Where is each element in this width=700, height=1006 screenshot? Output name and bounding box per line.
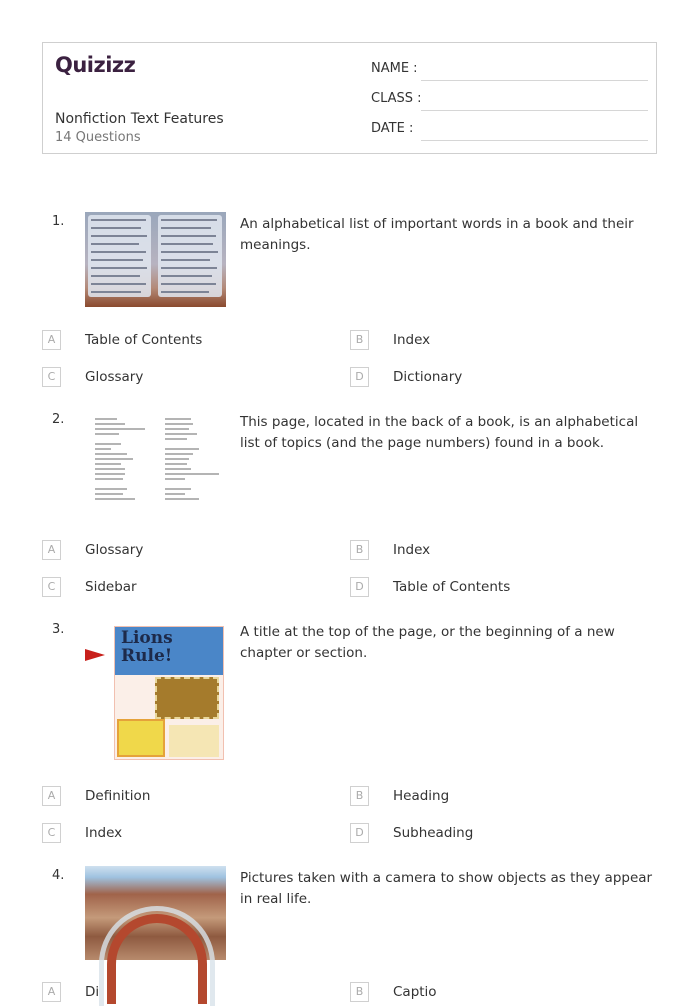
question-2	[42, 412, 662, 602]
option-text: Index	[393, 332, 431, 348]
lions-rule-page-image	[114, 626, 224, 760]
option-text: Index	[85, 825, 123, 841]
option-letter: C	[42, 823, 61, 843]
question-4	[42, 868, 662, 998]
option-a[interactable]	[42, 332, 322, 352]
grand-canyon-skywalk-photo	[85, 866, 226, 960]
option-d[interactable]	[350, 579, 630, 599]
option-text: Heading	[393, 788, 450, 804]
option-d[interactable]	[350, 825, 630, 845]
option-letter: D	[350, 823, 369, 843]
option-text: Sidebar	[85, 579, 137, 595]
worksheet-header	[42, 42, 657, 154]
quizizz-logo: Quizizz	[55, 53, 136, 77]
option-letter: B	[350, 982, 369, 1002]
question-count: 14 Questions	[55, 130, 141, 145]
option-text: Index	[393, 542, 431, 558]
option-letter: C	[42, 577, 61, 597]
option-text: Table of Contents	[85, 332, 203, 348]
option-text: Table of Contents	[393, 579, 511, 595]
option-letter: B	[350, 540, 369, 560]
worksheet-title: Nonfiction Text Features	[55, 111, 224, 127]
image-heading: Lions Rule!	[121, 628, 173, 666]
option-text: Di	[85, 984, 100, 1000]
option-c[interactable]	[42, 825, 322, 845]
option-d[interactable]	[350, 369, 630, 389]
class-line[interactable]	[421, 110, 648, 111]
option-letter: A	[42, 982, 61, 1002]
question-text: This page, located in the back of a book, is an alphabetical list of topics (and the page numbers) found in a book.	[240, 414, 639, 451]
question-text: A title at the top of the page, or the beginning of a new chapter or section.	[240, 624, 615, 661]
option-letter: B	[350, 786, 369, 806]
glossary-page-image	[85, 212, 226, 307]
option-a[interactable]	[42, 984, 322, 1004]
option-letter: A	[42, 786, 61, 806]
option-c[interactable]	[42, 579, 322, 599]
date-field[interactable]	[371, 121, 648, 141]
name-field[interactable]	[371, 61, 648, 81]
question-number: 1.	[52, 214, 65, 229]
name-label: NAME :	[371, 61, 418, 76]
option-text: Captio	[393, 984, 437, 1000]
option-text: Dictionary	[393, 369, 463, 385]
option-letter: D	[350, 367, 369, 387]
option-letter: D	[350, 577, 369, 597]
class-field[interactable]	[371, 91, 648, 111]
option-c[interactable]	[42, 369, 322, 389]
option-letter: A	[42, 540, 61, 560]
option-b[interactable]	[350, 788, 630, 808]
name-line[interactable]	[421, 80, 648, 81]
question-3	[42, 622, 662, 842]
date-line[interactable]	[421, 140, 648, 141]
option-text: Subheading	[393, 825, 474, 841]
option-text: Definition	[85, 788, 151, 804]
option-b[interactable]	[350, 984, 630, 1004]
option-b[interactable]	[350, 542, 630, 562]
question-1	[42, 214, 662, 394]
date-label: DATE :	[371, 121, 414, 136]
option-text: Glossary	[85, 542, 144, 558]
option-a[interactable]	[42, 542, 322, 562]
option-b[interactable]	[350, 332, 630, 352]
option-text: Glossary	[85, 369, 144, 385]
question-number: 4.	[52, 868, 65, 883]
option-letter: A	[42, 330, 61, 350]
question-number: 3.	[52, 622, 65, 637]
red-arrow-icon	[85, 649, 105, 661]
option-a[interactable]	[42, 788, 322, 808]
option-letter: B	[350, 330, 369, 350]
option-letter: C	[42, 367, 61, 387]
question-text: Pictures taken with a camera to show objects as they appear in real life.	[240, 870, 653, 907]
question-text: An alphabetical list of important words in a book and their meanings.	[240, 216, 634, 253]
class-label: CLASS :	[371, 91, 422, 106]
index-page-image	[85, 412, 226, 515]
question-number: 2.	[52, 412, 65, 427]
